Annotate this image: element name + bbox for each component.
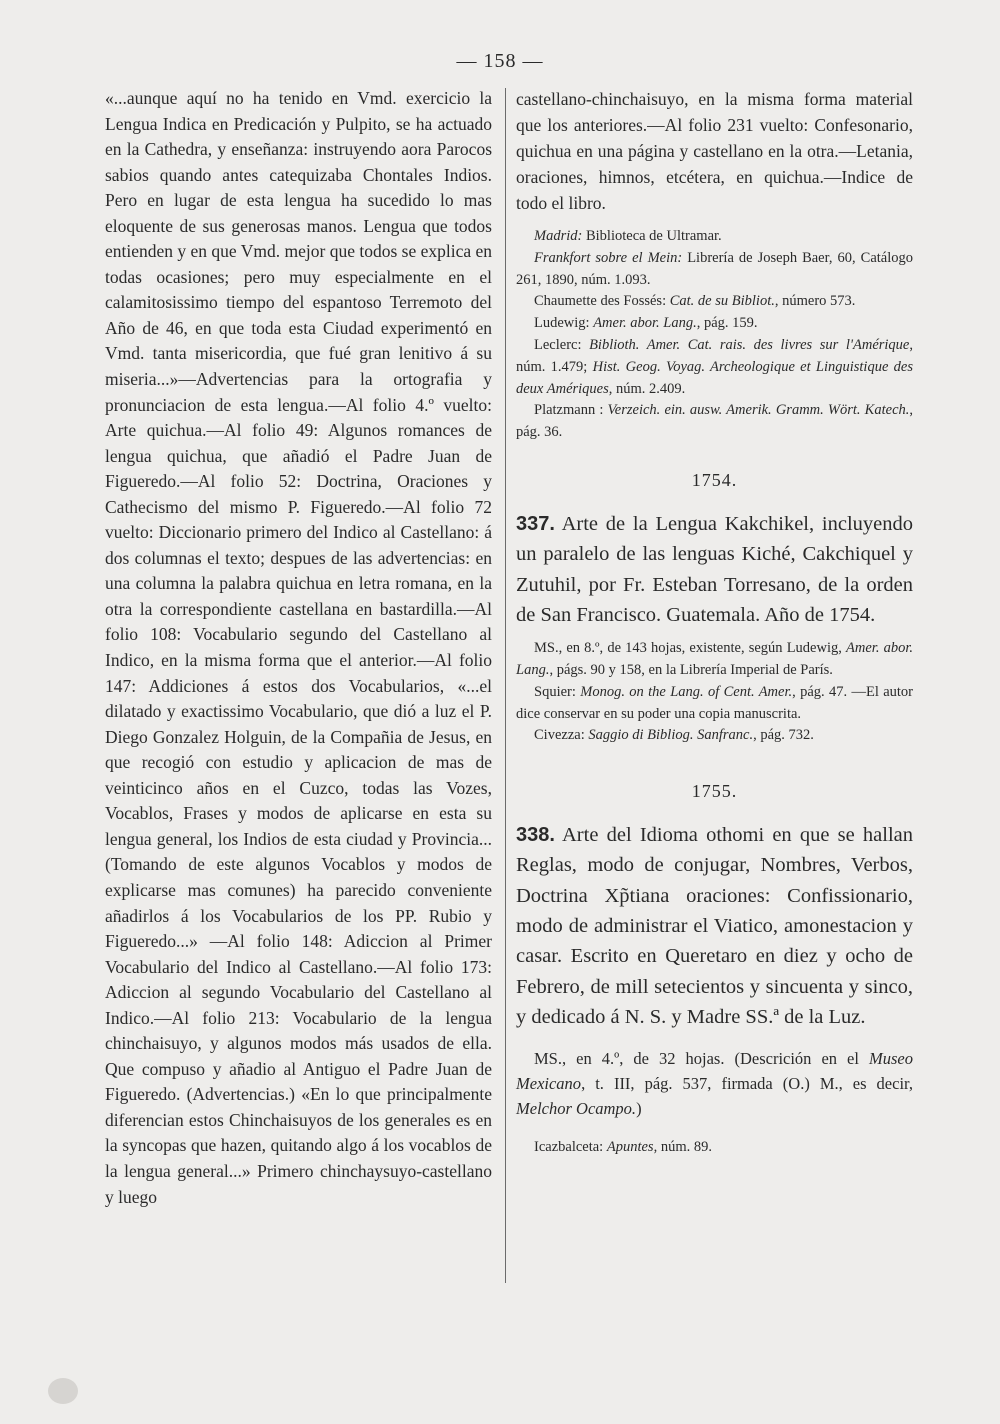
note-item: MS., en 4.º, de 32 hojas. (Descrición en el Museo Mexicano, t. III, pág. 537, firmada (O.) M., es decir, Melchor Ocampo.): [516, 1049, 913, 1119]
reference-item: Platzmann : Verzeich. ein. ausw. Amerik. Gramm. Wört. Katech., pág. 36.: [516, 402, 913, 441]
continuation-text: castellano-chinchaisuyo, en la misma forma material que los anteriores.—Al folio 231 vuelto: Confesonario, quichua en una página y castellano en la otra.—Letania, oraciones, himnos, etcétera, en quichua.—Indice de todo el libro.: [516, 89, 913, 213]
reference-item: Chaumette des Fossés: Cat. de su Bibliot., número 573.: [534, 293, 856, 310]
references: [516, 226, 913, 444]
left-column-text: «...aunque aquí no ha tenido en Vmd. exercicio la Lengua Indica en Predicación y Pulpito, se ha actuado en la Cathedra, y enseñanza: instruyendo aora Parocos sabios quando antes catequizaba Chontales Indios. Pero en lugar de esta lengua ha sucedido lo mas eloquente de sus generosas manos. Lengua que todos entienden y en que Vmd. mejor que todos se explica en todas ocasiones; pero muy especialmente en el calamitosissimo tiempo del espantoso Terremoto del Año de 46, en que toda esta Ciudad experimentó en Vmd. tanta misericordia, que fué gran lenitivo á su miseria...»—Advertencias para la ortografia y pronunciacion de esta lengua.—Al folio 4.º vuelto: Arte quichua.—Al folio 49: Algunos romances de lengua quichua, que añadió el Padre Juan de Figueredo.—Al folio 52: Doctrina, Oraciones y Cathecismo del mismo P. Figueredo.—Al folio 72 vuelto: Diccionario primero del Indico al Castellano: á dos columnas el texto; despues de las advertencias: en una columna la palabra quichua en letra romana, en la otra la correspondiente castellana en bastardilla.—Al folio 108: Vocabulario segundo del Castellano al Indico, en la misma forma que el anterior.—Al folio 147: Addiciones á estos dos Vocabularios, «...el dilatado y exactissimo Vocabulario, que dió a luz el P. Diego Gonzalez Holguin, de la Compañia de Jesus, en que recogió con estudio y aplicacion de mas de veinticinco años en el Cuzco, todas las Vozes, Vocablos, Frases y modos de aplicarse en esta su lengua general, los Indios de esta ciudad y Provincia... (Tomando de este algunos Vocablos y modos de explicarse mas comunes) ha parecido conveniente añadirlos á los Vocabularios de los PP. Rubio y Figueredo...» —Al folio 148: Adiccion al Primer Vocabulario del Indico al Castellano.—Al folio 173: Adiccion al segundo Vocabulario del Castellano al Indico.—Al folio 213: Vocabulario de la lengua chinchaisuyo, y algunos modos más usados de ella. Que compuso y añadio al Antiguo el Padre Juan de Figueredo. (Advertencias.) «En lo que principalmente diferencian estos Chinchaisuyos de los generales es en la syncopas que hazen, quitando algo á los vocablos de la lengua general...» Primero chinchaysuyo-castellano y luego: [105, 88, 492, 1207]
column-divider: [505, 88, 506, 1283]
reference-item: Leclerc: Biblioth. Amer. Cat. rais. des livres sur l'Amérique, núm. 1.479; Hist. Geog. Voyag. Archeologique et Linguistique des deux Amériques, núm. 2.409.: [516, 336, 913, 397]
entry-notes: [516, 638, 913, 747]
entry-title: 338. Arte del Idioma othomi en que se hallan Reglas, modo de conjugar, Nombres, Verbos, Doctrina Xp̃tiana oraciones: Confissionario, modo de administrar el Viatico, amonestacion y casar. Escrito en Queretaro en diez y ocho de Febrero, de mill setecientos y sincuenta y sinco, y dedicado á N. S. y Madre SS.ª de la Luz.: [516, 824, 913, 1028]
note-item: MS., en 8.º, de 143 hojas, existente, según Ludewig, Amer. abor. Lang., págs. 90 y 158, en la Librería Imperial de París.: [516, 640, 913, 678]
entry-title: 337. Arte de la Lengua Kakchikel, incluyendo un paralelo de las lenguas Kiché, Cakchiquel y Zutuhil, por Fr. Esteban Torresano, de la orden de San Francisco. Guatemala. Año de 1754.: [516, 512, 913, 626]
note-item: Civezza: Saggio di Bibliog. Sanfranc., pág. 732.: [534, 727, 814, 744]
reference-item: Ludewig: Amer. abor. Lang., pág. 159.: [534, 315, 758, 332]
entry-number: 338.: [516, 824, 555, 847]
right-column: [516, 86, 913, 1159]
paper-stain: [48, 1378, 78, 1404]
left-column: [105, 86, 492, 1210]
entry-notes: [516, 1046, 913, 1159]
year-heading: 1754.: [691, 469, 738, 490]
source-note: Icazbalceta: Apuntes, núm. 89.: [534, 1139, 712, 1156]
entry-number: 337.: [516, 512, 555, 535]
reference-item: Frankfort sobre el Mein: Librería de Joseph Baer, 60, Catálogo 261, 1890, núm. 1.093.: [516, 249, 913, 288]
page-number: — 158 —: [456, 50, 544, 72]
reference-item: Madrid: Biblioteca de Ultramar.: [534, 228, 722, 244]
year-heading: 1755.: [691, 781, 738, 802]
note-item: Squier: Monog. on the Lang. of Cent. Amer., pág. 47. —El autor dice conservar en su poder una copia manuscrita.: [516, 683, 913, 722]
